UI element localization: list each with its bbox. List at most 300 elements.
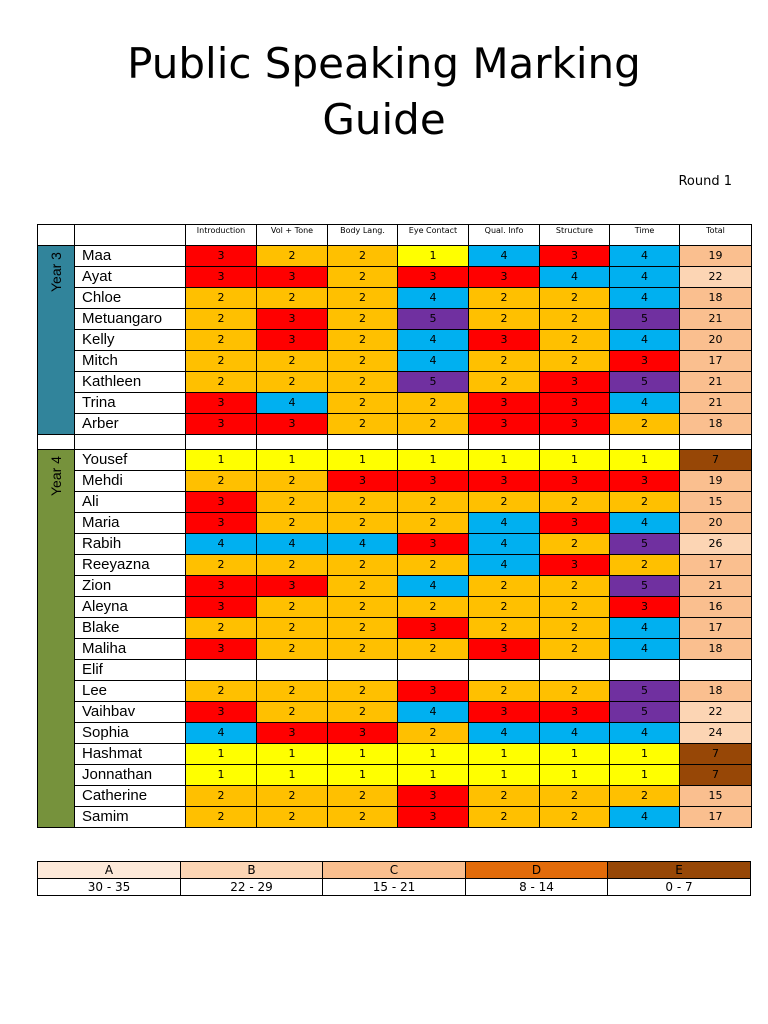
score-cell: 2 (469, 372, 540, 393)
total-cell: 7 (680, 450, 752, 471)
score-cell: 2 (328, 702, 398, 723)
score-cell: 2 (469, 492, 540, 513)
grade-range: 8 - 14 (466, 879, 608, 896)
score-cell: 3 (610, 597, 680, 618)
score-cell: 1 (469, 765, 540, 786)
student-row (38, 351, 752, 372)
score-cell: 2 (398, 597, 469, 618)
score-cell: 1 (610, 765, 680, 786)
total-cell: 21 (680, 372, 752, 393)
student-row (38, 723, 752, 744)
score-cell: 2 (328, 393, 398, 414)
score-cell: 3 (469, 414, 540, 435)
total-cell: 18 (680, 639, 752, 660)
score-cell: 3 (186, 267, 257, 288)
score-cell: 2 (328, 372, 398, 393)
score-cell: 4 (469, 534, 540, 555)
student-row (38, 534, 752, 555)
score-cell: 3 (186, 639, 257, 660)
score-cell: 3 (469, 267, 540, 288)
score-cell: 3 (540, 393, 610, 414)
score-cell (469, 660, 540, 681)
score-cell: 3 (257, 330, 328, 351)
score-cell: 3 (186, 513, 257, 534)
column-header: Time (610, 225, 680, 246)
score-cell: 2 (328, 351, 398, 372)
total-cell: 15 (680, 786, 752, 807)
student-row (38, 744, 752, 765)
score-cell: 3 (257, 723, 328, 744)
student-row (38, 330, 752, 351)
student-name: Arber (75, 414, 186, 435)
score-cell: 4 (398, 288, 469, 309)
total-cell: 22 (680, 267, 752, 288)
score-cell (186, 660, 257, 681)
score-cell: 3 (398, 681, 469, 702)
score-cell: 2 (257, 807, 328, 828)
score-cell: 2 (186, 309, 257, 330)
score-cell: 3 (328, 723, 398, 744)
student-row (38, 597, 752, 618)
grade-letter: A (38, 862, 181, 879)
score-cell: 4 (469, 723, 540, 744)
score-cell: 1 (257, 450, 328, 471)
score-cell: 1 (398, 765, 469, 786)
score-cell: 2 (186, 351, 257, 372)
spacer-cell (540, 435, 610, 450)
score-cell: 1 (398, 744, 469, 765)
column-header: Body Lang. (328, 225, 398, 246)
score-cell: 3 (186, 702, 257, 723)
score-cell: 4 (257, 393, 328, 414)
student-row (38, 807, 752, 828)
score-cell: 2 (328, 555, 398, 576)
score-cell: 4 (610, 723, 680, 744)
score-cell (610, 660, 680, 681)
score-cell (257, 660, 328, 681)
column-header: Qual. Info (469, 225, 540, 246)
score-cell: 2 (257, 786, 328, 807)
total-cell: 17 (680, 555, 752, 576)
total-cell: 7 (680, 744, 752, 765)
score-cell: 4 (610, 246, 680, 267)
score-cell: 2 (540, 639, 610, 660)
score-cell: 1 (398, 450, 469, 471)
score-cell: 2 (257, 681, 328, 702)
score-cell: 3 (540, 246, 610, 267)
student-row (38, 471, 752, 492)
title-line-1: Public Speaking Marking (127, 39, 641, 88)
score-cell: 1 (540, 765, 610, 786)
score-cell: 3 (186, 576, 257, 597)
score-cell: 2 (328, 414, 398, 435)
score-cell: 4 (610, 639, 680, 660)
score-cell: 2 (398, 393, 469, 414)
group-label: Year 3 (48, 252, 64, 292)
score-cell: 5 (398, 372, 469, 393)
score-cell: 2 (398, 723, 469, 744)
score-cell (540, 660, 610, 681)
table-header-row (38, 225, 752, 246)
student-row (38, 372, 752, 393)
score-cell: 2 (186, 681, 257, 702)
score-cell: 2 (257, 471, 328, 492)
score-cell: 4 (328, 534, 398, 555)
student-row (38, 765, 752, 786)
score-cell: 2 (469, 618, 540, 639)
total-cell: 22 (680, 702, 752, 723)
score-cell: 4 (398, 576, 469, 597)
student-name: Metuangaro (75, 309, 186, 330)
student-name: Kathleen (75, 372, 186, 393)
total-cell: 17 (680, 807, 752, 828)
score-cell: 4 (610, 393, 680, 414)
score-cell: 2 (257, 288, 328, 309)
grade-letter: B (181, 862, 323, 879)
student-row (38, 681, 752, 702)
score-cell: 3 (186, 597, 257, 618)
score-cell: 3 (257, 309, 328, 330)
score-cell: 1 (328, 765, 398, 786)
round-label: Round 1 (678, 174, 732, 189)
score-cell: 4 (398, 330, 469, 351)
score-cell: 2 (540, 534, 610, 555)
student-row (38, 639, 752, 660)
student-name: Vaihbav (75, 702, 186, 723)
score-cell: 3 (398, 267, 469, 288)
spacer-cell (75, 435, 186, 450)
score-cell: 2 (186, 288, 257, 309)
student-row (38, 288, 752, 309)
score-cell: 1 (328, 450, 398, 471)
student-name: Ali (75, 492, 186, 513)
score-cell: 3 (469, 471, 540, 492)
score-cell: 2 (398, 555, 469, 576)
score-cell: 2 (469, 309, 540, 330)
score-cell: 4 (469, 246, 540, 267)
score-cell: 2 (540, 807, 610, 828)
score-cell: 1 (186, 744, 257, 765)
student-name: Mitch (75, 351, 186, 372)
student-name: Lee (75, 681, 186, 702)
score-cell: 1 (610, 744, 680, 765)
score-cell: 3 (469, 702, 540, 723)
grade-letter: E (608, 862, 751, 879)
score-cell: 2 (257, 639, 328, 660)
student-name: Aleyna (75, 597, 186, 618)
score-cell: 2 (610, 786, 680, 807)
score-cell: 2 (328, 786, 398, 807)
total-cell: 20 (680, 330, 752, 351)
score-cell: 3 (257, 576, 328, 597)
score-cell: 4 (610, 330, 680, 351)
group-spacer-row (38, 435, 752, 450)
total-cell: 21 (680, 393, 752, 414)
score-cell: 4 (540, 267, 610, 288)
score-cell: 2 (540, 351, 610, 372)
score-cell: 3 (540, 555, 610, 576)
score-cell: 3 (540, 471, 610, 492)
total-cell: 7 (680, 765, 752, 786)
total-cell: 18 (680, 288, 752, 309)
spacer-cell (328, 435, 398, 450)
total-cell: 18 (680, 414, 752, 435)
score-cell: 3 (257, 414, 328, 435)
grade-letter: C (323, 862, 466, 879)
student-name: Maa (75, 246, 186, 267)
student-name: Sophia (75, 723, 186, 744)
score-cell: 2 (328, 618, 398, 639)
score-cell: 2 (257, 513, 328, 534)
student-name: Rabih (75, 534, 186, 555)
score-cell: 2 (469, 576, 540, 597)
spacer-cell (680, 435, 752, 450)
group-label: Year 4 (48, 456, 64, 496)
score-cell: 3 (540, 414, 610, 435)
student-name: Reeyazna (75, 555, 186, 576)
score-cell: 2 (469, 786, 540, 807)
score-cell: 2 (328, 492, 398, 513)
score-cell: 2 (257, 246, 328, 267)
student-name: Catherine (75, 786, 186, 807)
score-cell: 2 (328, 681, 398, 702)
score-cell: 2 (610, 492, 680, 513)
score-cell: 3 (398, 471, 469, 492)
score-cell: 3 (469, 330, 540, 351)
student-row (38, 786, 752, 807)
score-cell: 4 (398, 351, 469, 372)
student-name: Elif (75, 660, 186, 681)
score-cell: 3 (328, 471, 398, 492)
student-name: Zion (75, 576, 186, 597)
score-cell: 5 (610, 681, 680, 702)
column-header: Introduction (186, 225, 257, 246)
grade-scale-table (37, 861, 751, 896)
score-cell: 3 (398, 807, 469, 828)
score-cell: 2 (610, 555, 680, 576)
grade-range: 0 - 7 (608, 879, 751, 896)
grade-range: 30 - 35 (38, 879, 181, 896)
score-cell: 4 (610, 807, 680, 828)
score-cell: 3 (398, 618, 469, 639)
score-cell: 1 (257, 765, 328, 786)
score-cell: 1 (540, 744, 610, 765)
total-cell (680, 660, 752, 681)
score-cell: 2 (328, 639, 398, 660)
score-cell: 4 (540, 723, 610, 744)
score-cell: 3 (186, 246, 257, 267)
score-cell: 4 (610, 288, 680, 309)
total-cell: 17 (680, 618, 752, 639)
score-cell: 2 (328, 807, 398, 828)
score-cell: 3 (398, 786, 469, 807)
student-name: Ayat (75, 267, 186, 288)
score-cell: 2 (328, 330, 398, 351)
student-row (38, 513, 752, 534)
spacer-cell (257, 435, 328, 450)
score-cell: 2 (328, 246, 398, 267)
score-cell: 2 (398, 639, 469, 660)
score-cell: 1 (186, 765, 257, 786)
total-cell: 24 (680, 723, 752, 744)
score-cell: 2 (540, 492, 610, 513)
student-row (38, 618, 752, 639)
student-row (38, 393, 752, 414)
score-cell: 5 (610, 372, 680, 393)
score-cell: 1 (186, 450, 257, 471)
score-cell: 2 (540, 309, 610, 330)
score-cell: 2 (540, 681, 610, 702)
student-row (38, 450, 752, 471)
score-cell: 1 (398, 246, 469, 267)
student-row (38, 576, 752, 597)
student-name: Maria (75, 513, 186, 534)
score-cell: 2 (610, 414, 680, 435)
score-cell: 1 (469, 744, 540, 765)
score-cell: 5 (610, 534, 680, 555)
score-cell: 2 (540, 576, 610, 597)
score-cell: 4 (257, 534, 328, 555)
score-cell: 2 (186, 555, 257, 576)
spacer-cell (186, 435, 257, 450)
total-cell: 15 (680, 492, 752, 513)
score-cell: 3 (610, 471, 680, 492)
total-cell: 17 (680, 351, 752, 372)
spacer-cell (398, 435, 469, 450)
score-cell: 1 (610, 450, 680, 471)
score-cell: 2 (328, 288, 398, 309)
score-cell: 2 (328, 309, 398, 330)
student-row (38, 492, 752, 513)
student-row (38, 309, 752, 330)
score-cell: 2 (540, 786, 610, 807)
score-cell: 2 (540, 288, 610, 309)
score-cell: 3 (186, 414, 257, 435)
score-cell: 2 (328, 576, 398, 597)
score-cell: 3 (257, 267, 328, 288)
score-cell: 2 (469, 807, 540, 828)
score-cell: 1 (257, 744, 328, 765)
score-cell: 2 (186, 372, 257, 393)
total-cell: 19 (680, 471, 752, 492)
total-cell: 26 (680, 534, 752, 555)
score-cell: 2 (186, 618, 257, 639)
column-header: Total (680, 225, 752, 246)
student-row (38, 267, 752, 288)
spacer-cell (469, 435, 540, 450)
score-cell: 4 (186, 534, 257, 555)
header-blank (38, 225, 75, 246)
score-cell: 4 (398, 702, 469, 723)
score-cell: 4 (610, 513, 680, 534)
grade-range: 22 - 29 (181, 879, 323, 896)
score-cell: 1 (540, 450, 610, 471)
student-name: Blake (75, 618, 186, 639)
score-cell: 2 (469, 351, 540, 372)
score-cell: 5 (610, 576, 680, 597)
score-cell: 1 (328, 744, 398, 765)
group-cell (38, 450, 75, 828)
student-name: Yousef (75, 450, 186, 471)
total-cell: 16 (680, 597, 752, 618)
group-cell (38, 246, 75, 435)
student-name: Mehdi (75, 471, 186, 492)
student-name: Samim (75, 807, 186, 828)
score-cell: 2 (257, 351, 328, 372)
score-cell: 2 (398, 513, 469, 534)
score-cell: 2 (469, 681, 540, 702)
column-header: Vol + Tone (257, 225, 328, 246)
score-cell: 2 (469, 288, 540, 309)
score-cell: 2 (186, 471, 257, 492)
score-cell: 3 (186, 393, 257, 414)
score-cell: 2 (186, 330, 257, 351)
page-title (0, 36, 768, 148)
total-cell: 20 (680, 513, 752, 534)
score-cell: 1 (469, 450, 540, 471)
grade-range: 15 - 21 (323, 879, 466, 896)
score-cell: 2 (257, 372, 328, 393)
score-cell: 2 (398, 414, 469, 435)
student-row (38, 414, 752, 435)
score-cell: 2 (257, 618, 328, 639)
student-name: Maliha (75, 639, 186, 660)
score-cell: 3 (540, 702, 610, 723)
total-cell: 18 (680, 681, 752, 702)
spacer-cell (610, 435, 680, 450)
score-cell: 5 (610, 309, 680, 330)
score-cell: 4 (469, 555, 540, 576)
student-name: Trina (75, 393, 186, 414)
score-cell: 2 (257, 702, 328, 723)
column-header: Eye Contact (398, 225, 469, 246)
score-cell: 3 (186, 492, 257, 513)
student-name: Jonnathan (75, 765, 186, 786)
score-cell: 3 (398, 534, 469, 555)
score-cell: 2 (257, 492, 328, 513)
grade-letter-row (38, 862, 751, 879)
score-cell: 4 (186, 723, 257, 744)
score-cell: 3 (469, 639, 540, 660)
score-cell: 3 (540, 372, 610, 393)
score-cell: 2 (398, 492, 469, 513)
score-cell: 5 (398, 309, 469, 330)
student-name: Hashmat (75, 744, 186, 765)
score-cell: 4 (610, 618, 680, 639)
student-name: Chloe (75, 288, 186, 309)
score-cell: 2 (328, 267, 398, 288)
score-cell: 2 (257, 597, 328, 618)
score-cell: 4 (610, 267, 680, 288)
score-cell: 2 (540, 330, 610, 351)
student-row (38, 702, 752, 723)
score-cell: 3 (540, 513, 610, 534)
score-cell: 2 (186, 807, 257, 828)
total-cell: 21 (680, 309, 752, 330)
score-cell: 3 (469, 393, 540, 414)
score-cell: 2 (328, 513, 398, 534)
score-cell: 2 (469, 597, 540, 618)
marking-table (37, 224, 752, 828)
grade-range-row (38, 879, 751, 896)
title-line-2: Guide (322, 95, 446, 144)
score-cell (398, 660, 469, 681)
score-cell: 5 (610, 702, 680, 723)
score-cell: 4 (469, 513, 540, 534)
student-row (38, 555, 752, 576)
total-cell: 19 (680, 246, 752, 267)
student-name: Kelly (75, 330, 186, 351)
